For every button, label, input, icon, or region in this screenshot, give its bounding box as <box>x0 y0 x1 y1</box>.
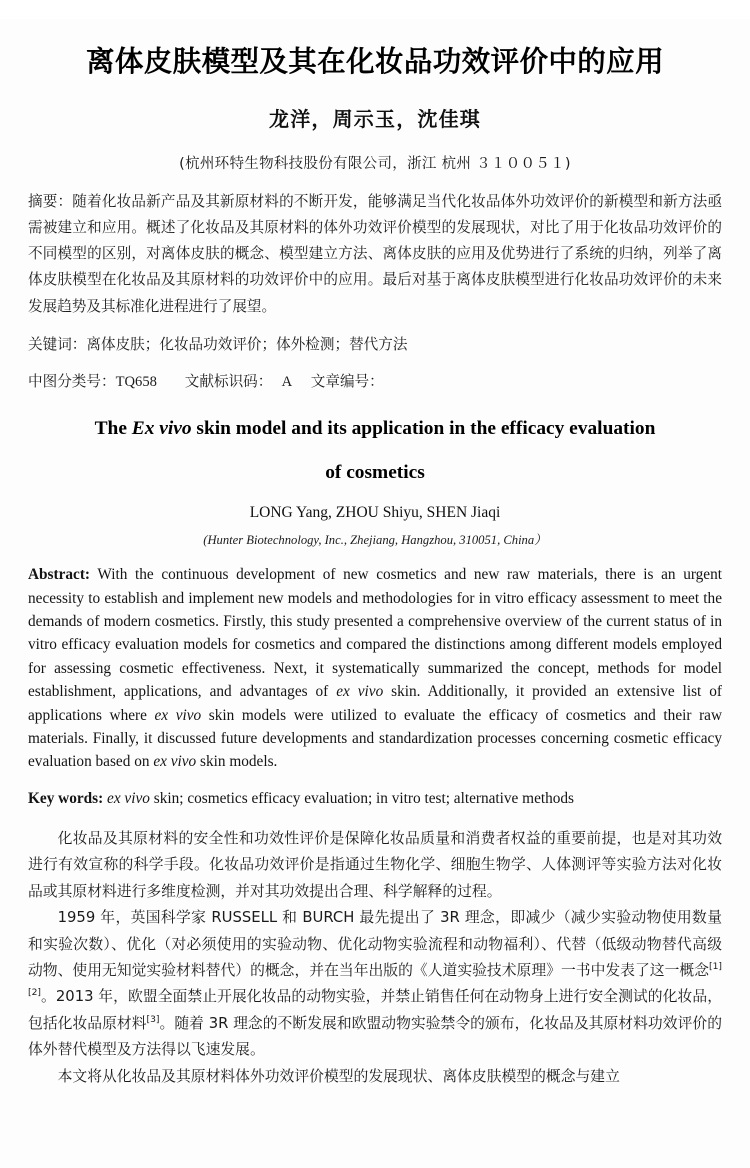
chinese-affiliation: (杭州环特生物科技股份有限公司，浙江 杭州 ３１００５１) <box>179 155 571 172</box>
clc-value: TQ658 <box>115 373 157 390</box>
keywords-italic-term: ex vivo <box>103 789 150 807</box>
english-title-italic-term: Ex vivo <box>131 417 192 439</box>
chinese-authors: 龙洋，周示玉，沈佳琪 <box>269 106 481 131</box>
english-title-pre: The <box>94 417 132 439</box>
body-paragraph-3: 本文将从化妆品及其原材料体外功效评价模型的发展现状、离体皮肤模型的概念与建立 <box>57 1067 620 1085</box>
keywords-rest: skin; cosmetics efficacy evaluation; in vitro test; alternative methods <box>149 789 575 807</box>
english-title-line2: of cosmetics <box>325 461 425 483</box>
abstract-part-2: skin. Additionally, it provided an extensive list of applications where <box>28 683 722 724</box>
abstract-label: Abstract: <box>28 566 91 584</box>
english-title-post: skin model and its application in the efficacy evaluation <box>191 417 656 439</box>
body-paragraph-1: 化妆品及其原材料的安全性和功效性评价是保障化妆品质量和消费者权益的重要前提，也是对其功效进行有效宣称的科学手段。化妆品功效评价是指通过生物化学、细胞生物学、人体测评等实验方法对化妆品或其原材料进行多维度检测，并对其功效提出合理、科学解释的过程。 <box>28 829 722 900</box>
abstract-italic-2: ex vivo <box>154 706 202 724</box>
body-p2-part-b: 。2013 年，欧盟全面禁止开展化妆品的动物实验，并禁止销售任何在动物身上进行安全测试的化妆品，包括化妆品原材料 <box>28 988 722 1032</box>
abstract-part-4: skin models. <box>196 753 278 771</box>
abstract-italic-1: ex vivo <box>336 683 384 701</box>
keywords-label: Key words: <box>28 789 104 807</box>
body-p2-part-a: 1959 年，英国科学家 RUSSELL 和 BURCH 最先提出了 3R 理念，即减少（减少实验动物使用数量和实验次数）、优化（对必须使用的实验动物、优化动物实验流程和动物福利）、代替（低级动物替代高级动物、使用无知觉实验材料替代）的概念，并在当年出版的《人道实验技术原理》一书中发表了这一概念 <box>28 909 722 979</box>
abstract-italic-3: ex vivo <box>153 753 197 771</box>
body-paragraph-2 <box>28 905 722 1063</box>
section-divider <box>28 810 722 826</box>
chinese-abstract: 摘要：随着化妆品新产品及其新原材料的不断开发，能够满足当代化妆品体外功效评价的新模型和新方法亟需被建立和应用。概述了化妆品及其原材料的体外功效评价模型的发展现状，对比了用于化妆品功效评价的不同模型的区别，对离体皮肤的概念、模型建立方法、离体皮肤的应用及优势进行了系统的归纳，列举了离体皮肤模型在化妆品及其原材料的功效评价中的应用。最后对基于离体皮肤模型进行化妆品功效评价的未来发展趋势及其标准化进程进行了展望。 <box>28 192 722 315</box>
chinese-title: 离体皮肤模型及其在化妆品功效评价中的应用 <box>85 45 664 79</box>
english-affiliation: (Hunter Biotechnology, Inc., Zhejiang, Hangzhou, 310051, China） <box>203 533 547 548</box>
abstract-part-1: With the continuous development of new cosmetics and new raw materials, there is an urgent necessity to establish and implement new models and methodologies for in vitro efficacy assessment to meet the demands of modern cosmetics. Firstly, this study presented a comprehensive overview of the current status of in vitro efficacy evaluation models for cosmetics and compared the distinctions among different models employed for assessing cosmetic effectiveness. Next, it systematically summarized the concept, methods for model establishment, applications, and advantages of <box>28 566 722 701</box>
document-code-value: A <box>281 373 293 390</box>
document-code-label: 文献标识码： <box>184 372 273 390</box>
english-keywords <box>28 787 722 810</box>
doc-code-gap <box>272 373 281 390</box>
english-title <box>28 417 722 486</box>
chinese-keywords: 关键词：离体皮肤；化妆品功效评价；体外检测；替代方法 <box>28 335 408 353</box>
body-p2-part-c: 。随着 3R 理念的不断发展和欧盟动物实验禁令的颁布，化妆品及其原材料功效评价的体外替代模型及方法得以飞速发展。 <box>28 1014 722 1059</box>
english-authors: LONG Yang, ZHOU Shiyu, SHEN Jiaqi <box>249 504 501 522</box>
english-abstract <box>28 563 722 774</box>
classification-line <box>28 369 722 395</box>
abstract-part-3: skin models were utilized to evaluate the efficacy of cosmetics and their raw materials. Finally, it discussed future developments and standardization processes concerning cosmetic efficacy evaluation based on <box>28 706 723 771</box>
clc-gap-2 <box>292 373 311 390</box>
clc-label: 中图分类号： <box>28 372 116 390</box>
citation-ref-3[interactable]: [3] <box>146 1013 160 1025</box>
chinese-body <box>28 826 722 1090</box>
paper-page <box>0 19 750 1168</box>
citation-ref-1[interactable]: [1][2] <box>28 961 722 999</box>
article-number-label: 文章编号： <box>310 372 384 390</box>
clc-gap-1 <box>157 373 185 390</box>
